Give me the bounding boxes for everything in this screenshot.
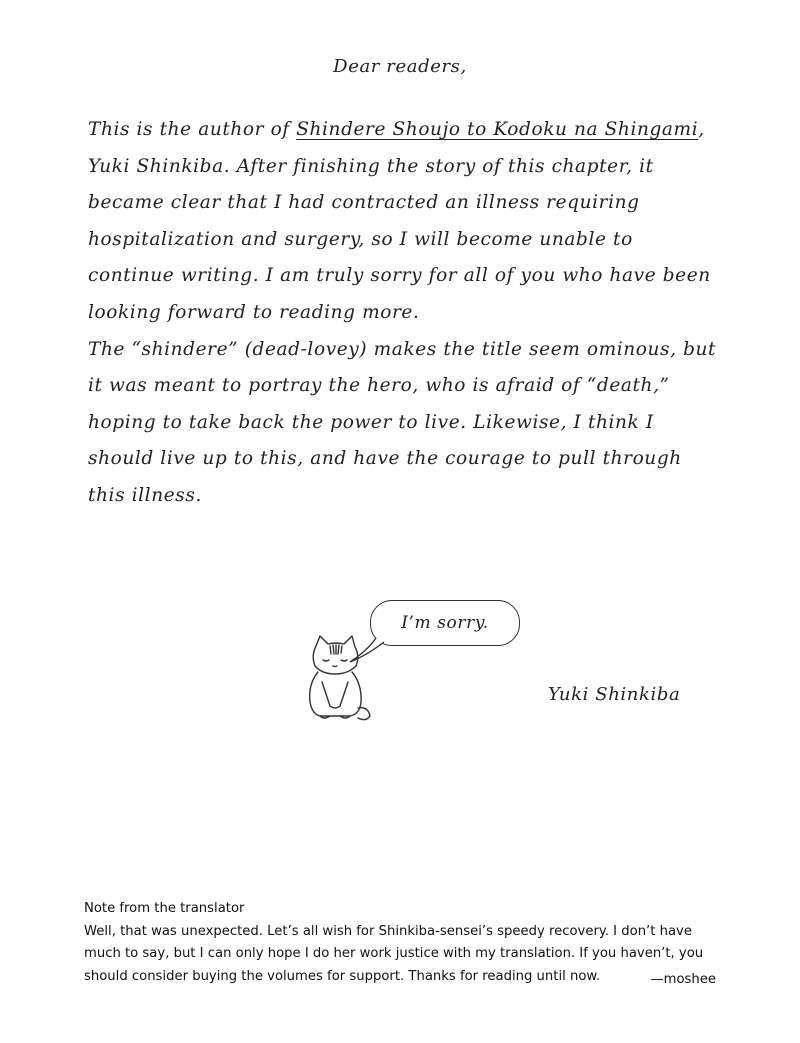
novel-title: Shindere Shoujo to Kodoku na Shingami	[296, 119, 699, 140]
translator-note-heading: Note from the translator	[84, 901, 245, 916]
letter-body	[88, 112, 718, 515]
letter-paragraph-2: The “shindere” (dead-lovey) makes the title seem ominous, but it was meant to portray the hero, who is afraid of “death,” hoping to take back the power to live. Likewise, I think I should live up to this, and have the courage to pull through this illness.	[88, 338, 717, 506]
letter-paragraph-1-rest: , Yuki Shinkiba. After finishing the story of this chapter, it became clear that I had contracted an illness requiring hospitalization and surgery, so I will become unable to continue writing. I am truly sorry for all of you who have been looking forward to reading more.	[88, 119, 711, 323]
cat-drawing-icon	[290, 632, 380, 724]
letter-intro-text: This is the author of	[88, 119, 297, 140]
translator-signoff: —moshee	[650, 972, 716, 987]
letter-salutation: Dear readers,	[333, 56, 467, 77]
speech-bubble-text: I’m sorry.	[401, 613, 489, 633]
author-signature: Yuki Shinkiba	[548, 684, 681, 705]
speech-bubble	[370, 600, 520, 646]
letter-paragraph-1	[88, 112, 718, 332]
translator-note-body: Well, that was unexpected. Let’s all wish for Shinkiba-sensei’s speedy recovery. I don’t have much to say, but I can only hope I do her work justice with my translation. If you haven’t, you should consider buying the volumes for support. Thanks for reading until now.	[84, 923, 704, 984]
